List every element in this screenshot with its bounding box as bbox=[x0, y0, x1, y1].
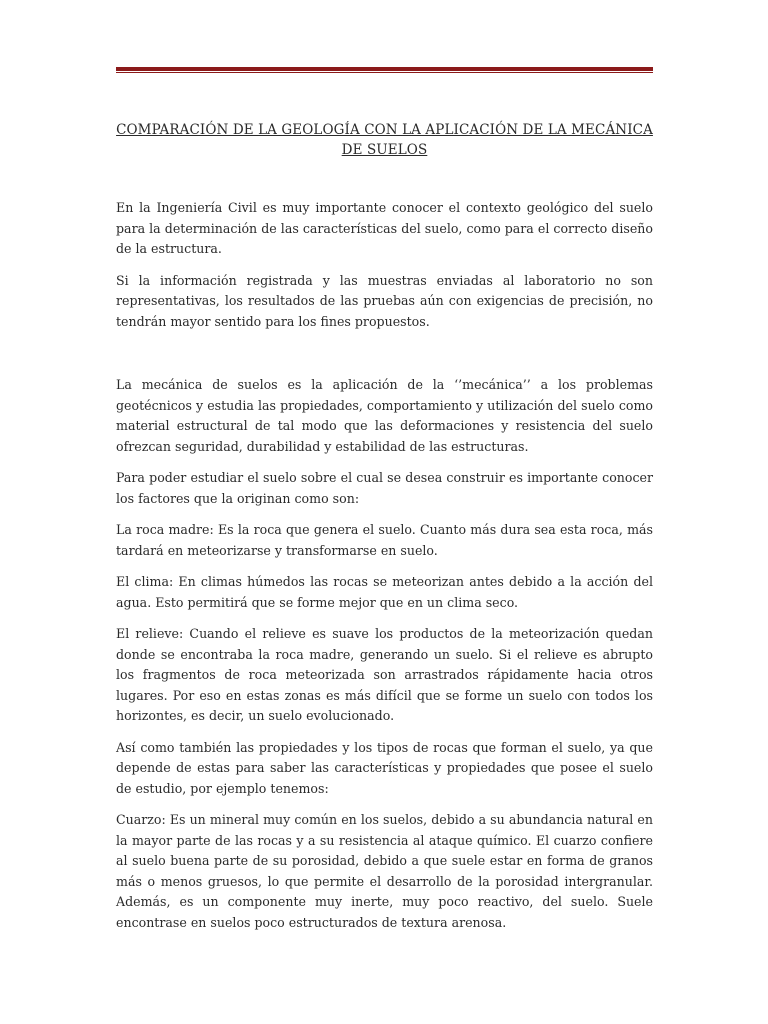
paragraph-intro: En la Ingeniería Civil es muy importante conocer el contexto geológico del suelo para la determinación de las características del suelo, como para el correcto diseño de la estructura. bbox=[116, 200, 653, 256]
header-rule-thick bbox=[116, 67, 653, 71]
paragraph-gap bbox=[116, 343, 653, 375]
paragraph-relief: El relieve: Cuando el relieve es suave los productos de la meteorización quedan donde se encontraba la roca madre, generando un suelo. Si el relieve es abrupto los fragmentos de roca meteorizada son arrastrados rápidamente hacia otros lugares. Por eso en estas zonas es más difícil que se forme un suelo con todos los horizontes, es decir, un suelo evolucionado. bbox=[116, 626, 653, 723]
paragraph-soil-mechanics: La mecánica de suelos es la aplicación de la ‘’mecánica’’ a los problemas geotécnicos y estudia las propiedades, comportamiento y utilización del suelo como material estructural de tal modo que las deformaciones y resistencia del suelo ofrezcan seguridad, durabilidad y estabilidad de las estructuras. bbox=[116, 377, 653, 454]
paragraph-representativeness: Si la información registrada y las muestras enviadas al laboratorio no son representativas, los resultados de las pruebas aún con exigencias de precisión, no tendrán mayor sentido para los fines propuestos. bbox=[116, 272, 653, 329]
document-title: COMPARACIÓN DE LA GEOLOGÍA CON LA APLICACIÓN DE LA MECÁNICA DE SUELOS bbox=[116, 122, 653, 158]
paragraph-rock-properties: Así como también las propiedades y los tipos de rocas que forman el suelo, ya que depende de estas para saber las características y propiedades que posee el suelo de estudio, por ejemplo tenemos: bbox=[116, 739, 653, 796]
paragraph-quartz: Cuarzo: Es un mineral muy común en los suelos, debido a su abundancia natural en la mayor parte de las rocas y a su resistencia al ataque químico. El cuarzo confiere al suelo buena parte de su porosidad, debido a que suele estar en forma de granos más o menos gruesos, lo que permite el desarrollo de la porosidad intergranular. Además, es un componente muy inerte, muy poco reactivo, del suelo. Suele encontrase en suelos poco estructurados de textura arenosa. bbox=[116, 812, 653, 930]
paragraph-parent-rock: La roca madre: Es la roca que genera el suelo. Cuanto más dura sea esta roca, más tardará en meteorizarse y transformarse en suelo. bbox=[116, 522, 653, 558]
document-body bbox=[116, 198, 653, 944]
paragraph-factors: Para poder estudiar el suelo sobre el cual se desea construir es importante conocer los factores que la originan como son: bbox=[116, 470, 653, 506]
header-rule-thin bbox=[116, 72, 653, 73]
paragraph-climate: El clima: En climas húmedos las rocas se meteorizan antes debido a la acción del agua. Esto permitirá que se forme mejor que en un clima seco. bbox=[116, 574, 653, 610]
